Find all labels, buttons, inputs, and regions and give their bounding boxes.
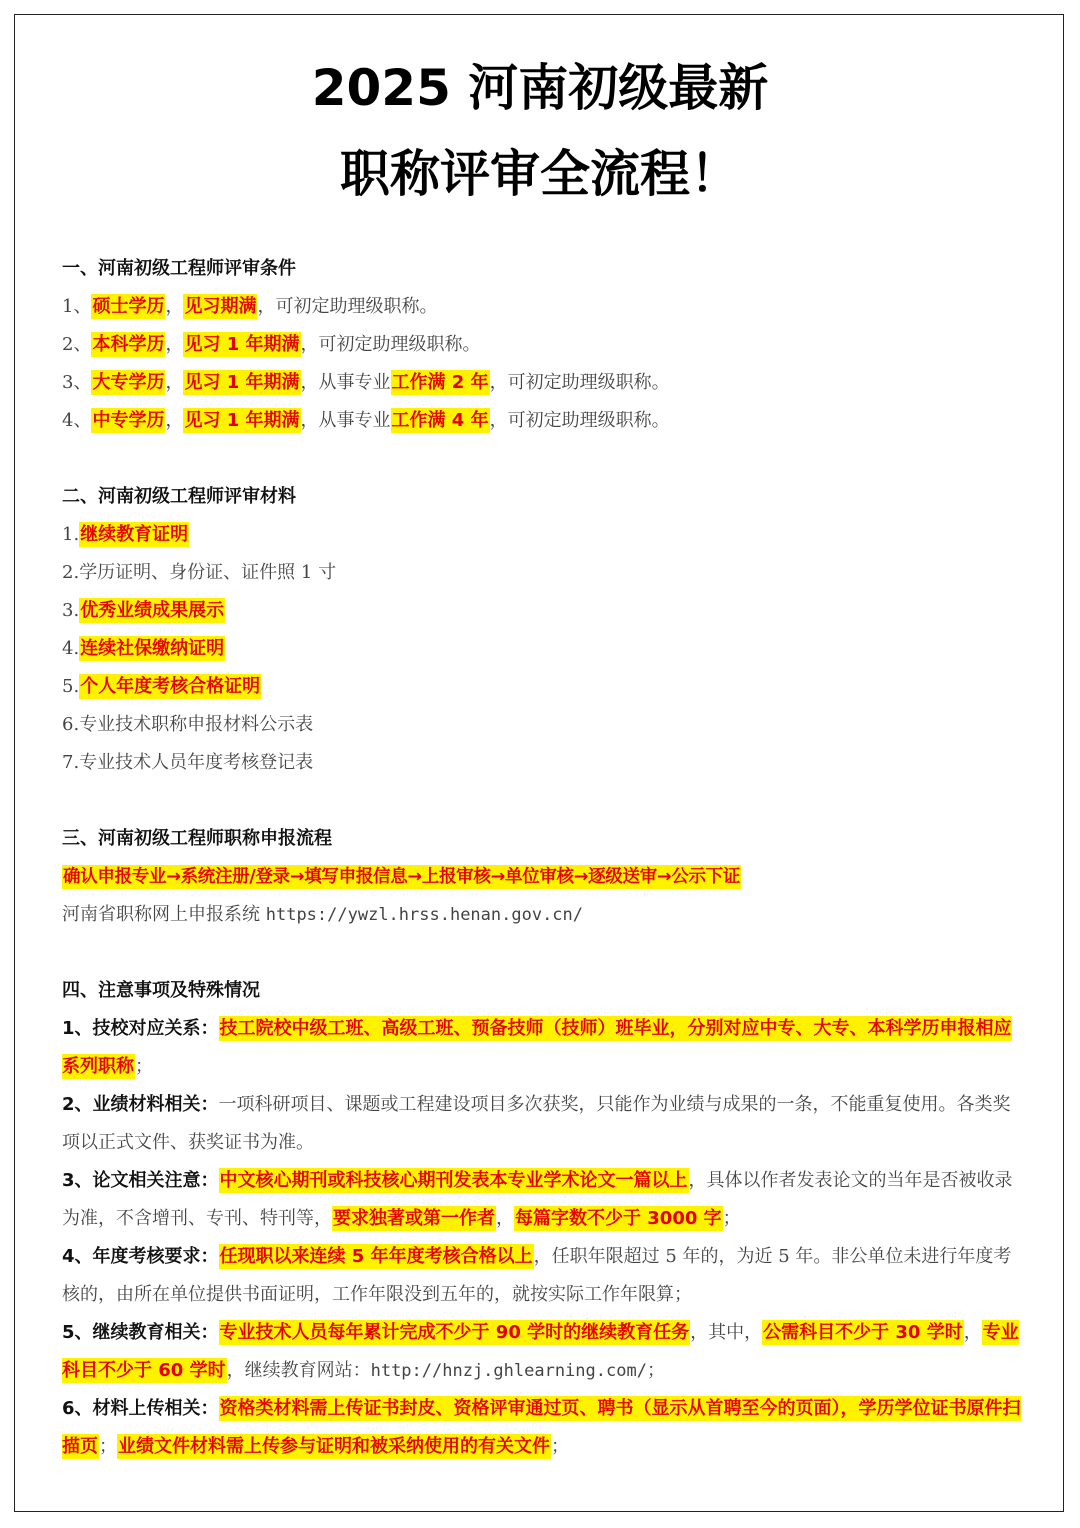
text: ，可初定助理级职称。: [489, 372, 670, 393]
material-item: [62, 592, 1022, 630]
highlight: 技工院校中级工班、高级工班、预备技师（技师）班毕业，分别对应中专、大专、本科学历申报相应系列职称: [62, 1018, 1012, 1077]
material-item: [62, 630, 1022, 668]
text: ，从事专业: [300, 372, 391, 393]
highlight: 要求独著或第一作者: [333, 1208, 495, 1229]
note-item-2: [62, 1086, 1022, 1162]
highlight: 专业技术人员每年累计完成不少于 90 学时的继续教育任务: [219, 1322, 690, 1343]
text: ，继续教育网站：: [226, 1360, 371, 1381]
text: 河南省职称网上申报系统: [62, 904, 266, 925]
highlight: 工作满 4 年: [391, 410, 489, 431]
highlight: 确认申报专业→系统注册/登录→填写申报信息→上报审核→单位审核→逐级送审→公示下证: [63, 867, 741, 887]
note-item-3: [62, 1162, 1022, 1238]
text: 专业技术人员年度考核登记表: [79, 752, 314, 773]
highlight: 大专学历: [92, 372, 165, 393]
item-number: 2、: [62, 334, 92, 355]
highlight: 中专学历: [92, 410, 165, 431]
text: ，可初定助理级职称。: [489, 410, 670, 431]
text: ；: [646, 1360, 665, 1381]
item-number: 5.: [62, 676, 80, 697]
note-item-4: [62, 1238, 1022, 1314]
section1-heading: 一、河南初级工程师评审条件: [62, 258, 296, 279]
text: ；: [135, 1056, 153, 1077]
process-flow: [62, 858, 1022, 896]
note-label: 4、年度考核要求：: [62, 1246, 219, 1267]
highlight: 见习期满: [184, 296, 257, 317]
highlight: 工作满 2 年: [391, 372, 489, 393]
note-label: 5、继续教育相关：: [62, 1322, 219, 1343]
highlight: 资格类材料需上传证书封皮、资格评审通过页、聘书（显示从首聘至今的页面），学历学位证书原件扫描页: [62, 1398, 1021, 1457]
text: ，: [165, 410, 184, 431]
text: ，可初定助理级职称。: [300, 334, 481, 355]
text: 一项科研项目、课题或工程建设项目多次获奖，只能作为业绩与成果的一条，不能重复使用。各类奖项以正式文件、获奖证书为准。: [62, 1094, 1011, 1153]
material-item: [62, 554, 1022, 592]
text: 学历证明、身份证、证件照 1 寸: [79, 562, 337, 583]
page-title-line2: 职称评审全流程！: [340, 145, 740, 203]
highlight: 继续教育证明: [80, 524, 189, 545]
highlight: 见习 1 年期满: [184, 410, 300, 431]
text: ，: [496, 1208, 514, 1229]
item-number: 2.: [62, 562, 80, 583]
condition-item: [62, 402, 1022, 440]
system-link-line: [62, 896, 1022, 934]
section3-heading: 三、河南初级工程师职称申报流程: [62, 828, 332, 849]
item-number: 3、: [62, 372, 92, 393]
condition-item: [62, 364, 1022, 402]
text: ，: [963, 1322, 982, 1343]
item-number: 7.: [62, 752, 80, 773]
text: ，从事专业: [300, 410, 391, 431]
material-item: [62, 744, 1022, 782]
document-body: [62, 250, 1022, 1466]
text: ，其中，: [690, 1322, 763, 1343]
note-label: 3、论文相关注意：: [62, 1170, 219, 1191]
note-item-5: [62, 1314, 1022, 1390]
section2-heading: 二、河南初级工程师评审材料: [62, 486, 296, 507]
note-label: 1、技校对应关系：: [62, 1018, 219, 1039]
highlight: 本科学历: [92, 334, 165, 355]
highlight: 公需科目不少于 30 学时: [763, 1322, 963, 1343]
item-number: 3.: [62, 600, 80, 621]
highlight: 任现职以来连续 5 年年度考核合格以上: [219, 1246, 533, 1267]
highlight: 中文核心期刊或科技核心期刊发表本专业学术论文一篇以上: [219, 1170, 688, 1191]
highlight: 连续社保缴纳证明: [80, 638, 225, 659]
section4-heading: 四、注意事项及特殊情况: [62, 980, 260, 1001]
note-label: 2、业绩材料相关：: [62, 1094, 219, 1115]
condition-item: [62, 288, 1022, 326]
note-item-6: [62, 1390, 1022, 1466]
item-number: 1.: [62, 524, 80, 545]
text: ，: [165, 334, 184, 355]
highlight: 优秀业绩成果展示: [80, 600, 225, 621]
highlight: 硕士学历: [92, 296, 165, 317]
material-item: [62, 516, 1022, 554]
text: ；: [722, 1208, 741, 1229]
text: ；: [551, 1436, 569, 1457]
highlight: 见习 1 年期满: [184, 334, 300, 355]
highlight: 专业科目不少于 60 学时: [62, 1322, 1019, 1381]
item-number: 4、: [62, 410, 92, 431]
item-number: 1、: [62, 296, 92, 317]
material-item: [62, 668, 1022, 706]
text: ，具体以作者发表论文的当年是否被收录为准，不含增刊、专刊、特刊等，: [62, 1170, 1013, 1229]
system-url-link[interactable]: https://ywzl.hrss.henan.gov.cn/: [265, 905, 584, 925]
note-label: 6、材料上传相关：: [62, 1398, 219, 1419]
highlight: 见习 1 年期满: [184, 372, 300, 393]
text: ，: [165, 296, 184, 317]
education-url-link[interactable]: http://hnzj.ghlearning.com/: [370, 1361, 647, 1381]
text: 专业技术职称申报材料公示表: [79, 714, 314, 735]
text: ；: [99, 1436, 117, 1457]
item-number: 6.: [62, 714, 80, 735]
text: ，可初定助理级职称。: [257, 296, 438, 317]
highlight: 业绩文件材料需上传参与证明和被采纳使用的有关文件: [118, 1436, 550, 1457]
text: ，: [165, 372, 184, 393]
material-item: [62, 706, 1022, 744]
condition-item: [62, 326, 1022, 364]
highlight: 个人年度考核合格证明: [80, 676, 261, 697]
page-title-line1: 2025 河南初级最新: [311, 59, 769, 117]
text: ，任职年限超过 5 年的，为近 5 年。非公单位未进行年度考核的，由所在单位提供书面证明，工作年限没到五年的，就按实际工作年限算；: [62, 1246, 1012, 1305]
note-item-1: [62, 1010, 1022, 1086]
highlight: 每篇字数不少于 3000 字: [515, 1208, 722, 1229]
item-number: 4.: [62, 638, 80, 659]
